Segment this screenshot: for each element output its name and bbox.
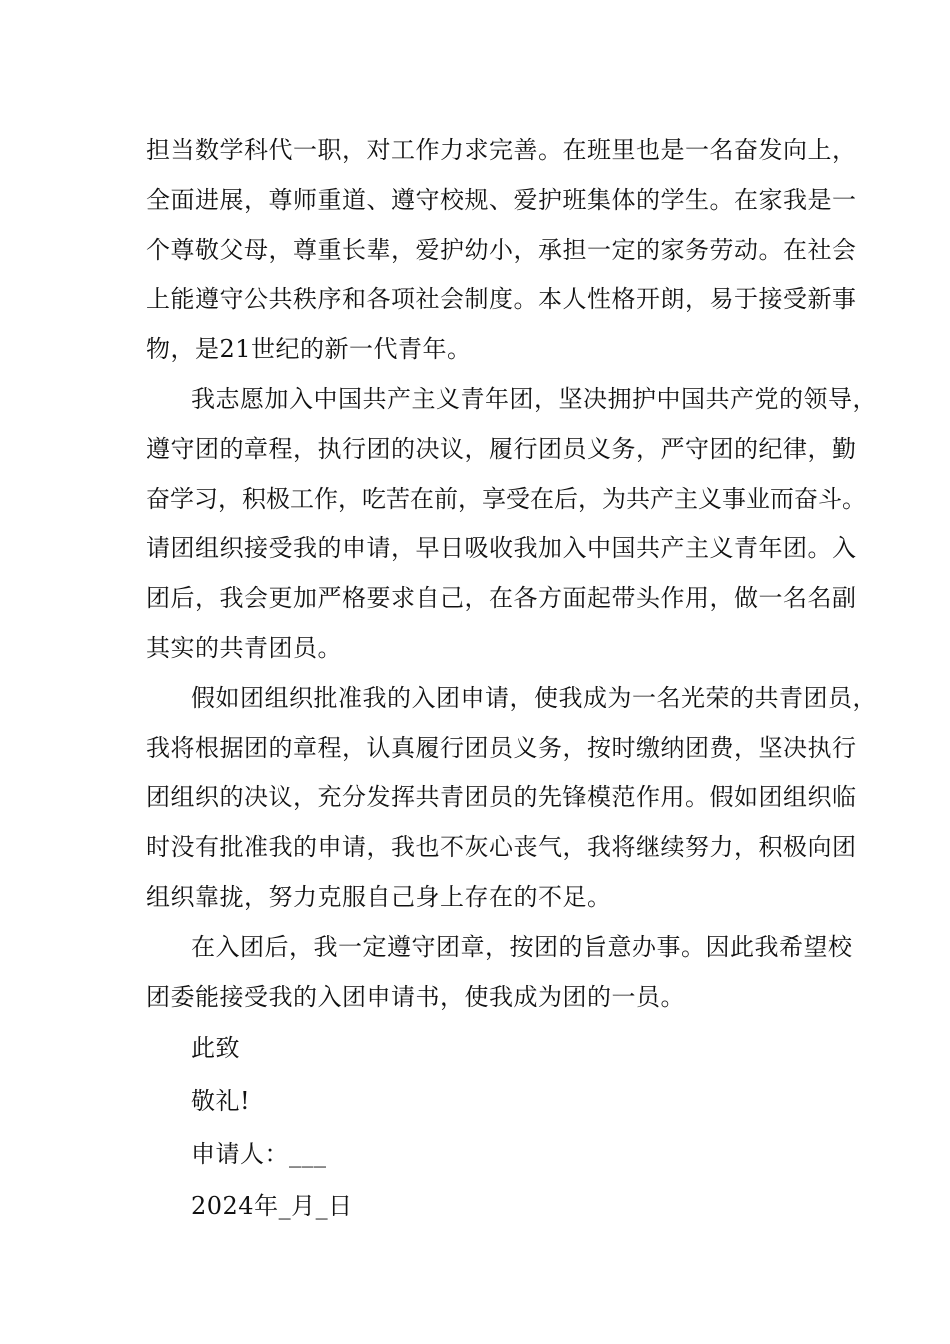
text-line: 团后，我会更加严格要求自己，在各方面起带头作用，做一名名副 bbox=[146, 584, 857, 613]
paragraph-start-line: 假如团组织批准我的入团申请，使我成为一名光荣的共青团员， bbox=[191, 683, 877, 712]
text-line: 团组织的决议，充分发挥共青团员的先锋模范作用。假如团组织临 bbox=[146, 783, 857, 812]
text-line: 全面进展，尊师重道、遵守校规、爱护班集体的学生。在家我是一 bbox=[146, 185, 857, 214]
text-line: 时没有批准我的申请，我也不灰心丧气，我将继续努力，积极向团 bbox=[146, 833, 857, 862]
text-line: 担当数学科代一职，对工作力求完善。在班里也是一名奋发向上， bbox=[146, 136, 857, 164]
text-line: 遵守团的章程，执行团的决议，履行团员义务，严守团的纪律，勤 bbox=[146, 434, 857, 463]
text-line: 团委能接受我的入团申请书，使我成为团的一员。 bbox=[146, 982, 685, 1011]
text-line: 我将根据团的章程，认真履行团员义务，按时缴纳团费，坚决执行 bbox=[146, 733, 857, 762]
application-letter-body bbox=[146, 126, 877, 1233]
text-line: 物，是21世纪的新一代青年。 bbox=[146, 335, 472, 364]
text-line: 组织靠拢，努力克服自己身上存在的不足。 bbox=[146, 882, 612, 911]
text-line: 请团组织接受我的申请，早日吸收我加入中国共产主义青年团。入 bbox=[146, 534, 857, 563]
text-line: 其实的共青团员。 bbox=[146, 633, 342, 662]
applicant-signature-line: 申请人：___ bbox=[191, 1139, 327, 1168]
text-line: 上能遵守公共秩序和各项社会制度。本人性格开朗，易于接受新事 bbox=[146, 285, 857, 314]
text-line: 个尊敬父母，尊重长辈，爱护幼小，承担一定的家务劳动。在社会 bbox=[146, 235, 857, 264]
text-line: 奋学习，积极工作，吃苦在前，享受在后，为共产主义事业而奋斗。 bbox=[146, 484, 866, 513]
closing-salutation: 此致 bbox=[191, 1034, 240, 1063]
paragraph-start-line: 在入团后，我一定遵守团章，按团的旨意办事。因此我希望校 bbox=[191, 932, 853, 961]
closing-respect: 敬礼! bbox=[191, 1086, 251, 1115]
paragraph-start-line: 我志愿加入中国共产主义青年团，坚决拥护中国共产党的领导， bbox=[191, 384, 877, 413]
date-line: 2024年_月_日 bbox=[191, 1192, 353, 1221]
